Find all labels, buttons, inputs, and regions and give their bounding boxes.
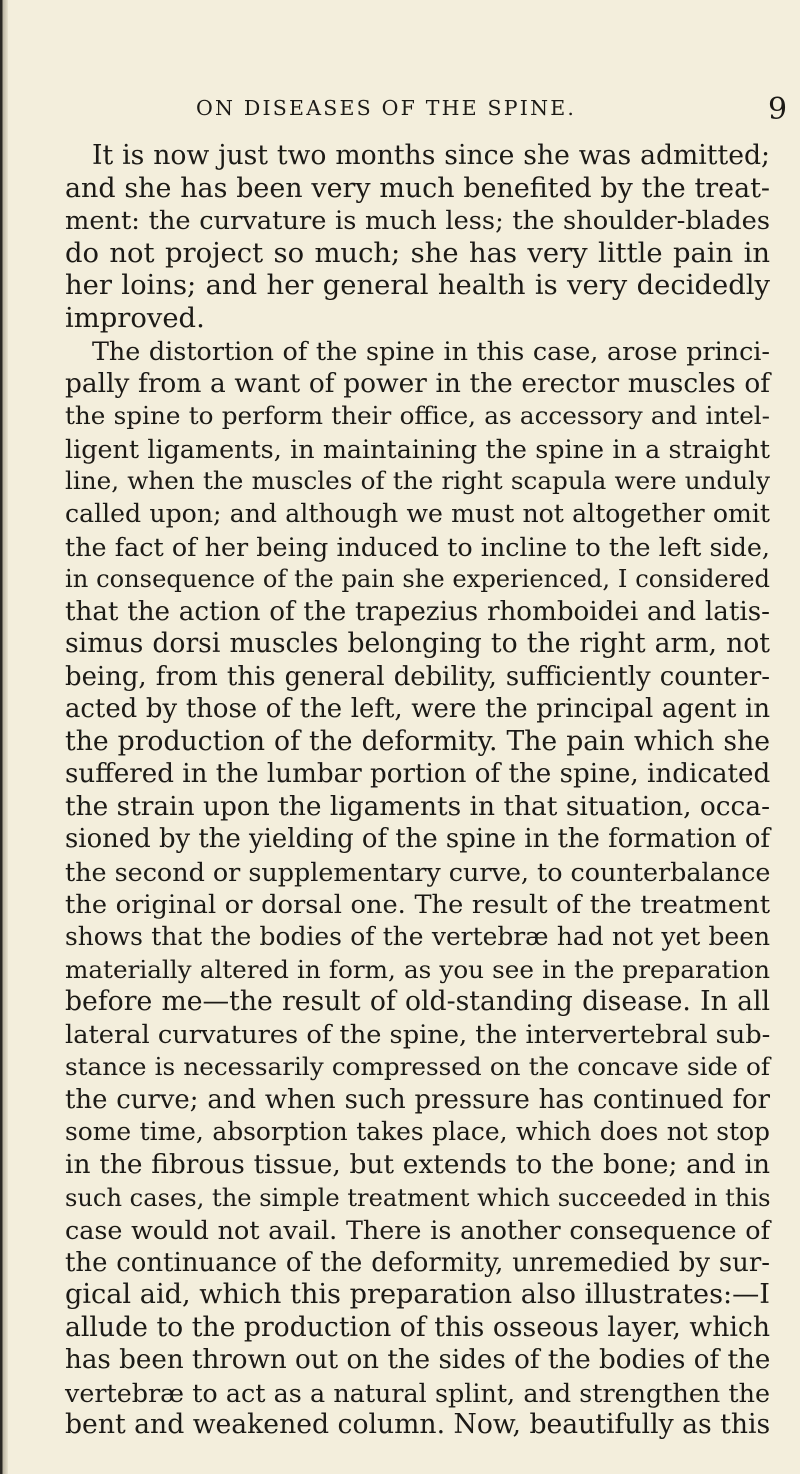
text-line: has been thrown out on the sides of the bodies of the xyxy=(65,1345,771,1376)
text-line: the spine to perform their office, as accessory and intel- xyxy=(65,401,770,431)
text-line: in consequence of the pain she experienced, I considered xyxy=(65,565,770,594)
text-line: before me—the result of old-standing disease. In all xyxy=(65,986,770,1018)
running-title: ON DISEASES OF THE SPINE. xyxy=(196,96,577,120)
text-line: simus dorsi muscles belonging to the right arm, not xyxy=(65,628,770,660)
text-line: bent and weakened column. Now, beautifully as this xyxy=(65,1409,771,1441)
text-line: ment: the curvature is much less; the shoulder-blades xyxy=(65,206,770,237)
text-line: the original or dorsal one. The result of the treatment xyxy=(65,889,770,920)
page-number: 9 xyxy=(768,92,788,127)
text-line: gical aid, which this preparation also illustrates:—I xyxy=(65,1279,770,1311)
text-line: and she has been very much benefited by the treat- xyxy=(65,172,770,204)
text-line: allude to the production of this osseous layer, which xyxy=(65,1311,770,1343)
text-line: suffered in the lumbar portion of the spine, indicated xyxy=(65,759,771,790)
text-line: shows that the bodies of the vertebræ had not yet been xyxy=(65,922,770,952)
text-line: called upon; and although we must not altogether omit xyxy=(65,499,770,529)
text-line: the continuance of the deformity, unremedied by sur- xyxy=(65,1247,770,1278)
text-line: being, from this general debility, sufficiently counter- xyxy=(65,661,770,692)
text-line: It is now just two months since she was admitted; xyxy=(92,140,770,171)
text-line: the strain upon the ligaments in that situation, occa- xyxy=(65,790,770,822)
text-line: do not project so much; she has very little pain in xyxy=(65,237,770,269)
page-edge-shadow xyxy=(0,0,8,1474)
text-line: lateral curvatures of the spine, the intervertebral sub- xyxy=(65,1019,771,1050)
text-line: stance is necessarily compressed on the concave side of xyxy=(65,1052,770,1082)
text-line: that the action of the trapezius rhomboidei and latis- xyxy=(65,596,770,627)
text-line: such cases, the simple treatment which succeeded in this xyxy=(65,1183,771,1212)
body-text xyxy=(65,140,770,1442)
text-line: ligent ligaments, in maintaining the spine in a straight xyxy=(65,433,770,464)
text-line: improved. xyxy=(65,302,205,334)
text-line: The distortion of the spine in this case, arose princi- xyxy=(92,336,770,367)
text-line: vertebræ to act as a natural splint, and strengthen the xyxy=(65,1377,770,1408)
text-line: the second or supplementary curve, to counterbalance xyxy=(65,857,771,888)
text-line: the production of the deformity. The pain which she xyxy=(65,725,770,757)
text-line: case would not avail. There is another consequence of xyxy=(65,1215,770,1246)
running-head xyxy=(0,92,800,130)
text-line: the fact of her being induced to incline to the left side, xyxy=(65,531,770,562)
text-line: her loins; and her general health is very decidedly xyxy=(65,270,770,302)
text-line: in the fibrous tissue, but extends to the bone; and in xyxy=(65,1148,770,1180)
text-line: sioned by the yielding of the spine in the formation of xyxy=(65,824,770,855)
text-line: line, when the muscles of the right scapula were unduly xyxy=(65,466,770,496)
text-line: materially altered in form, as you see in the preparation xyxy=(65,954,770,984)
text-line: some time, absorption takes place, which does not stop xyxy=(65,1117,770,1147)
text-line: pally from a want of power in the erector muscles of xyxy=(65,367,770,399)
text-line: the curve; and when such pressure has continued for xyxy=(65,1084,770,1115)
text-line: acted by those of the left, were the principal agent in xyxy=(65,694,770,725)
